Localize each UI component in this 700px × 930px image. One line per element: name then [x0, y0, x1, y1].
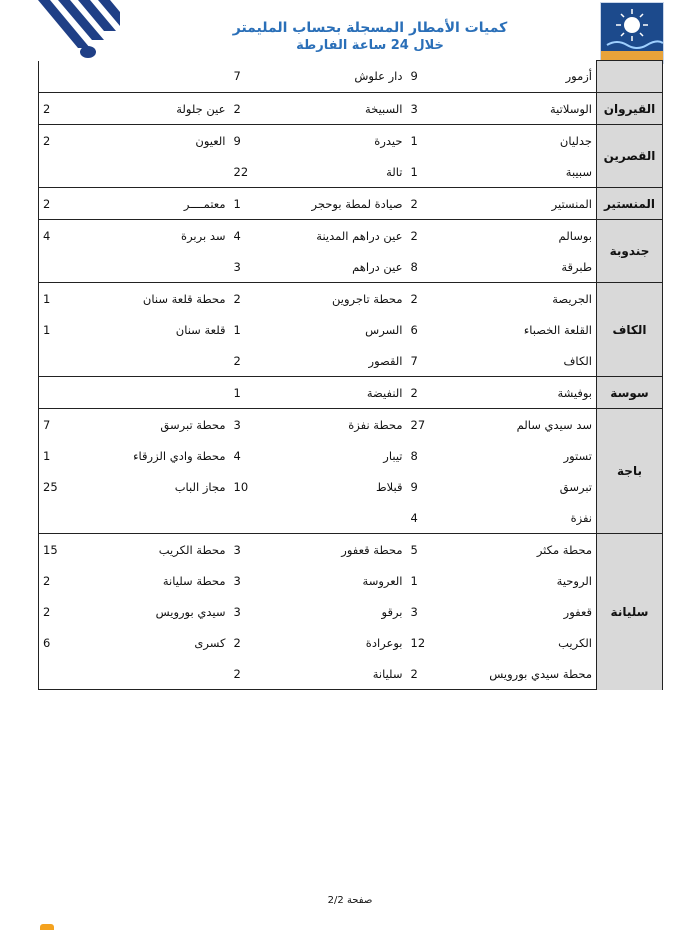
rain-value: 1	[39, 283, 82, 315]
station-name: الكاف	[447, 345, 597, 377]
rain-value: 2	[39, 93, 82, 125]
station-name: بوسالم	[558, 228, 592, 243]
station-name: سيدي بورويس	[155, 604, 226, 619]
rain-value: 10	[233, 479, 249, 494]
rain-value: 2	[39, 188, 82, 220]
rain-value: 7	[39, 409, 82, 441]
table-row	[39, 565, 663, 596]
rain-value: 8	[410, 448, 418, 463]
table-row	[39, 627, 663, 658]
rain-value: 4	[39, 220, 82, 252]
station-name: محطة سيدي بورويس	[447, 658, 597, 690]
governorate-cell: القصرين	[597, 125, 663, 188]
rain-value: 1	[230, 188, 270, 220]
rain-value: 3	[233, 417, 241, 432]
governorate-cell	[597, 61, 663, 93]
station-name: سليانة	[270, 658, 407, 690]
sun-wave-icon	[601, 3, 663, 51]
station-name: الكريب	[558, 635, 592, 650]
table-row	[39, 283, 663, 315]
rain-value	[39, 377, 82, 409]
rain-value: 1	[233, 322, 241, 337]
station-name: العروسة	[362, 573, 403, 588]
rain-value: 2	[233, 291, 241, 306]
institute-logo	[600, 2, 664, 64]
rain-value: 2	[407, 658, 447, 690]
station-name: السرس	[365, 322, 403, 337]
table-row	[39, 377, 663, 409]
rain-value: 1	[407, 156, 447, 188]
rain-value: 3	[233, 604, 241, 619]
rain-value	[39, 345, 82, 377]
station-name	[82, 61, 230, 93]
station-name: تستور	[563, 448, 592, 463]
station-name: السبيخة	[270, 93, 407, 125]
station-name	[270, 502, 407, 534]
station-name: محطة نفزة	[348, 417, 403, 432]
governorate-cell: جندوبة	[597, 220, 663, 283]
governorate-cell: المنستير	[597, 188, 663, 220]
rain-value	[39, 61, 82, 93]
table-row	[39, 61, 663, 93]
station-name: الوسلاتية	[447, 93, 597, 125]
station-name: سد سيدي سالم	[516, 417, 592, 432]
rain-value: 8	[407, 251, 447, 283]
rain-value: 1	[410, 573, 418, 588]
rain-value: 2	[230, 93, 270, 125]
rain-value: 22	[230, 156, 270, 188]
rain-value: 4	[407, 502, 447, 534]
station-name: كسرى	[194, 635, 226, 650]
station-name: عين دراهم المدينة	[316, 228, 403, 243]
rain-value: 4	[233, 448, 241, 463]
rain-value: 2	[230, 345, 270, 377]
station-name: قبلاط	[376, 479, 403, 494]
governorate-cell: القيروان	[597, 93, 663, 125]
station-name: صيادة لمطة بوحجر	[270, 188, 407, 220]
governorate-cell: سوسة	[597, 377, 663, 409]
footer-accent-mark	[40, 924, 54, 930]
table-row	[39, 345, 663, 377]
table-row	[39, 658, 663, 690]
table-row	[39, 409, 663, 441]
station-name: النفيضة	[270, 377, 407, 409]
rain-value: 1	[39, 314, 82, 345]
rain-value: 1	[230, 377, 270, 409]
table-row	[39, 314, 663, 345]
table-row	[39, 188, 663, 220]
station-name: حيدرة	[374, 133, 403, 148]
table-row	[39, 440, 663, 471]
rain-value: 3	[233, 573, 241, 588]
station-name: برقو	[381, 604, 403, 619]
rain-value: 7	[230, 61, 270, 93]
station-name: جدليان	[559, 133, 592, 148]
rain-value: 15	[39, 534, 82, 566]
station-name: طبرقة	[447, 251, 597, 283]
governorate-cell: باجة	[597, 409, 663, 534]
station-name	[82, 251, 230, 283]
station-name: معتمــــر	[82, 188, 230, 220]
rain-value: 12	[410, 635, 426, 650]
station-name	[82, 502, 230, 534]
table-row	[39, 93, 663, 125]
station-name: محطة تاجروين	[331, 291, 403, 306]
page-subtitle: خلال 24 ساعة الفارطة	[296, 38, 444, 53]
station-name: الجريصة	[552, 291, 592, 306]
rain-value: 6	[39, 627, 82, 658]
station-name: بوعرادة	[365, 635, 403, 650]
rain-value	[39, 251, 82, 283]
station-name: تالة	[270, 156, 407, 188]
page-title: كميات الأمطار المسجلة بحساب المليمتر	[232, 20, 508, 36]
station-name: محطة تبرسق	[160, 417, 226, 432]
station-name: محطة وادي الزرقاء	[133, 448, 226, 463]
station-name	[82, 377, 230, 409]
station-name: سد بربرة	[181, 228, 226, 243]
station-name: قعفور	[563, 604, 592, 619]
station-name: المنستير	[447, 188, 597, 220]
rain-value: 3	[410, 604, 418, 619]
rain-value: 2	[39, 125, 82, 157]
station-name: العيون	[195, 133, 226, 148]
rain-value: 1	[39, 440, 82, 471]
rain-value: 5	[410, 542, 418, 557]
rain-value: 2	[39, 565, 82, 596]
table-row	[39, 220, 663, 252]
rain-value: 2	[233, 635, 241, 650]
rain-value: 3	[407, 93, 447, 125]
station-name	[82, 156, 230, 188]
station-name: دار علوش	[270, 61, 407, 93]
table-row	[39, 596, 663, 627]
station-name: محطة الكريب	[158, 542, 226, 557]
rain-value	[39, 658, 82, 690]
governorate-cell: سليانة	[597, 534, 663, 690]
rain-value: 3	[230, 251, 270, 283]
station-name: أزمور	[447, 61, 597, 93]
station-name: محطة مكثر	[536, 542, 592, 557]
table-row	[39, 125, 663, 157]
station-name: القصور	[270, 345, 407, 377]
rain-value	[39, 156, 82, 188]
rain-value: 9	[410, 479, 418, 494]
table-row	[39, 156, 663, 188]
rain-value	[39, 502, 82, 534]
rain-value: 2	[407, 188, 447, 220]
rain-value: 1	[410, 133, 418, 148]
rain-value: 6	[410, 322, 418, 337]
rain-value	[230, 502, 270, 534]
rain-value: 2	[407, 377, 447, 409]
rain-value: 25	[39, 471, 82, 502]
station-name: مجاز الباب	[174, 479, 226, 494]
station-name: نفزة	[447, 502, 597, 534]
rain-value: 2	[39, 596, 82, 627]
rain-value: 2	[230, 658, 270, 690]
station-name: عين دراهم	[270, 251, 407, 283]
governorate-cell: الكاف	[597, 283, 663, 377]
station-name: الروحية	[556, 573, 592, 588]
station-name: بوفيشة	[447, 377, 597, 409]
station-name: القلعة الخصباء	[523, 322, 592, 337]
rain-value: 4	[233, 228, 241, 243]
station-name: عين جلولة	[82, 93, 230, 125]
rain-value: 27	[410, 417, 426, 432]
station-name	[82, 658, 230, 690]
rainfall-table	[38, 60, 663, 690]
rain-value: 9	[407, 61, 447, 93]
table-row	[39, 534, 663, 566]
station-name: محطة قعفور	[341, 542, 403, 557]
station-name: تيبار	[383, 448, 403, 463]
station-name: محطة قلعة سنان	[142, 291, 226, 306]
table-row	[39, 471, 663, 502]
rain-value: 2	[410, 228, 418, 243]
station-name: محطة سليانة	[162, 573, 226, 588]
table-row	[39, 251, 663, 283]
rain-value: 7	[407, 345, 447, 377]
station-name: سبيبة	[447, 156, 597, 188]
page-number: صفحة 2/2	[327, 895, 373, 906]
rain-value: 9	[233, 133, 241, 148]
station-name: قلعة سنان	[175, 322, 226, 337]
table-row	[39, 502, 663, 534]
station-name	[82, 345, 230, 377]
station-name: تبرسق	[559, 479, 592, 494]
rain-value: 3	[233, 542, 241, 557]
rain-value: 2	[410, 291, 418, 306]
